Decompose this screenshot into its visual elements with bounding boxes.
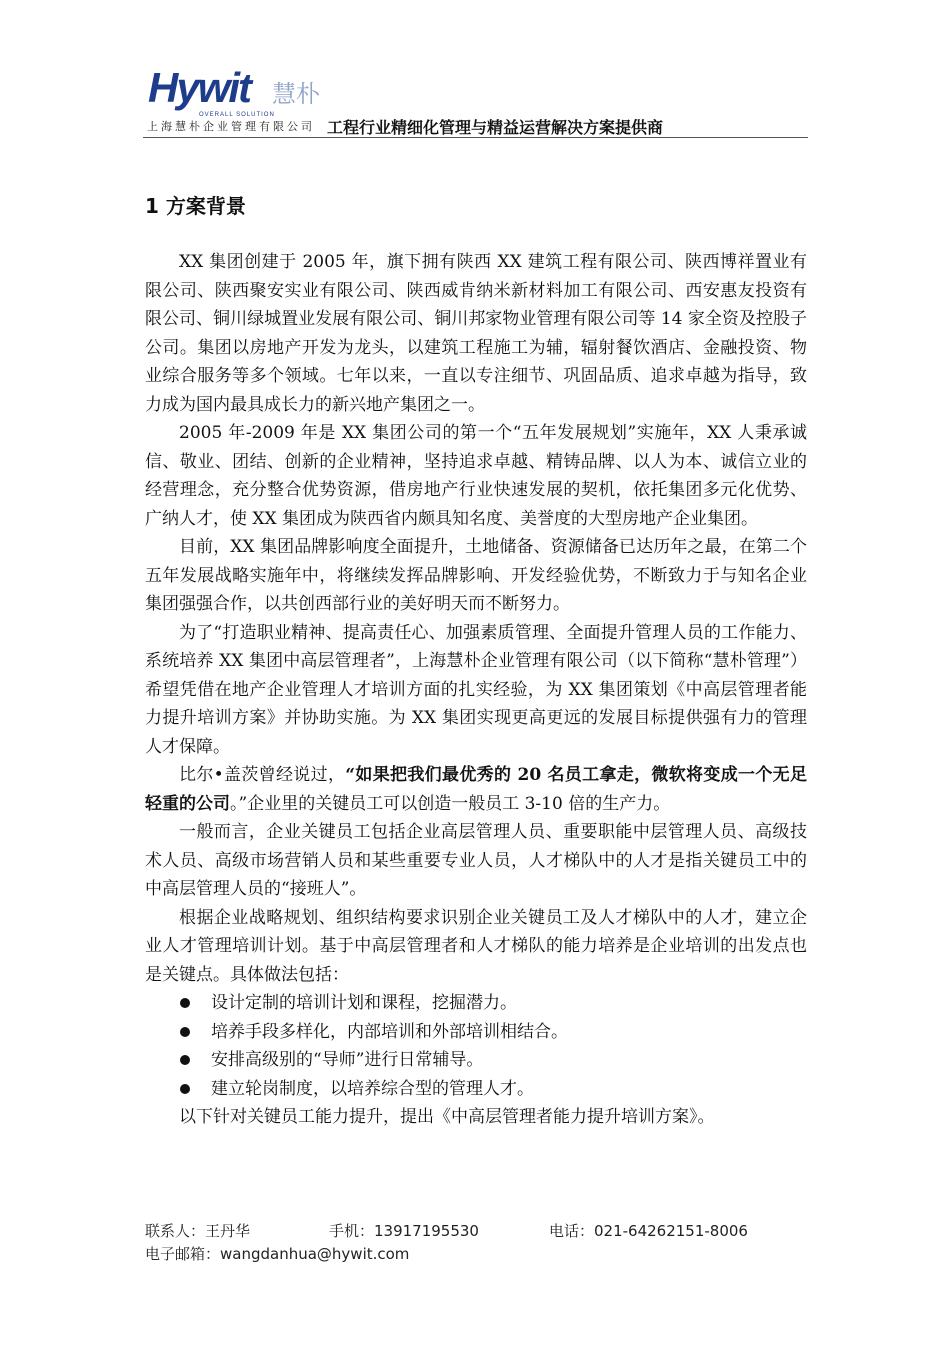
bullet-icon — [180, 1084, 190, 1094]
company-name: 上海慧朴企业管理有限公司 — [147, 120, 315, 133]
contact-person: 联系人：王丹华 — [145, 1222, 251, 1240]
header-divider — [143, 137, 808, 138]
email-address: 电子邮箱：wangdanhua@hywit.com — [145, 1245, 410, 1263]
logo-subtitle: OVERALL SOLUTION — [199, 112, 275, 118]
method-list — [145, 989, 807, 1103]
gates-quote: “如果把我们最优秀的 20 名员工拿走，微软将变成一个无足轻重的公司 — [145, 765, 807, 814]
list-item: 建立轮岗制度，以培养综合型的管理人才。 — [145, 1075, 807, 1104]
page-header — [143, 66, 808, 138]
paragraph-4: 为了“打造职业精神、提高责任心、加强素质管理、全面提升管理人员的工作能力、系统培养 XX 集团中高层管理者”，上海慧朴企业管理有限公司（以下简称“慧朴管理”）希望凭借在地产企业管理人才培训方面的扎实经验，为 XX 集团策划《中高层管理者能力提升培训方案》并协助实施。为 XX 集团实现更高更远的发展目标提供强有力的管理人才保障。 — [145, 622, 807, 757]
body-content — [145, 248, 807, 1132]
quote-followup: 。”企业里的关键员工可以创造一般员工 3-10 倍的生产力。 — [230, 793, 671, 814]
paragraph-3: 目前，XX 集团品牌影响度全面提升，土地储备、资源储备已达历年之最，在第二个五年发展战略实施年中，将继续发挥品牌影响、开发经验优势，不断致力于与知名企业集团强强合作，以共创西部行业的美好明天而不断努力。 — [145, 537, 807, 614]
paragraph-7: 根据企业战略规划、组织结构要求识别企业关键员工及人才梯队中的人才，建立企业人才管理培训计划。基于中高层管理者和人才梯队的能力培养是企业培训的出发点也是关键点。具体做法包括： — [145, 907, 807, 985]
logo-cn-mark: 慧朴 — [272, 80, 320, 108]
mobile-number: 手机：13917195530 — [329, 1222, 479, 1240]
paragraph-5 — [145, 761, 807, 818]
bullet-icon — [180, 1055, 190, 1065]
paragraph-6: 一般而言，企业关键员工包括企业高层管理人员、重要职能中层管理人员、高级技术人员、高级市场营销人员和某些重要专业人员，人才梯队中的人才是指关键员工中的中高层管理人员的“接班人”。 — [145, 822, 807, 899]
header-tagline: 工程行业精细化管理与精益运营解决方案提供商 — [327, 118, 664, 137]
quote-intro: 比尔•盖茨曾经说过， — [179, 765, 346, 785]
paragraph-1: XX 集团创建于 2005 年，旗下拥有陕西 XX 建筑工程有限公司、陕西博祥置业有限公司、陕西聚安实业有限公司、陕西威肯纳米新材料加工有限公司、西安惠友投资有限公司、铜川绿城置业发展有限公司、铜川邦家物业管理有限公司等 14 家全资及控股子公司。集团以房地产开发为龙头，以建筑工程施工为辅，辐射餐饮酒店、金融投资、物业综合服务等多个领域。七年以来，一直以专注细节、巩固品质、追求卓越为指导，致力成为国内最具成长力的新兴地产集团之一。 — [145, 252, 807, 415]
page-footer — [145, 1220, 810, 1266]
company-logo — [148, 66, 328, 118]
phone-number: 电话：021-64262151-8006 — [549, 1222, 748, 1240]
bullet-icon — [180, 998, 190, 1008]
section-title: 1 方案背景 — [145, 194, 246, 218]
paragraph-2: 2005 年-2009 年是 XX 集团公司的第一个“五年发展规划”实施年，XX 人秉承诚信、敬业、团结、创新的企业精神，坚持追求卓越、精铸品牌、以人为本、诚信立业的经营理念，充分整合优势资源，借房地产行业快速发展的契机，依托集团多元化优势、广纳人才，使 XX 集团成为陕西省内颇具知名度、美誉度的大型房地产企业集团。 — [145, 423, 807, 529]
list-item: 设计定制的培训计划和课程，挖掘潜力。 — [145, 989, 807, 1018]
paragraph-8: 以下针对关键员工能力提升，提出《中高层管理者能力提升培训方案》。 — [179, 1107, 715, 1127]
list-item: 安排高级别的“导师”进行日常辅导。 — [145, 1046, 807, 1075]
list-item: 培养手段多样化，内部培训和外部培训相结合。 — [145, 1018, 807, 1047]
logo-wordmark: Hywit — [148, 66, 251, 111]
bullet-icon — [180, 1027, 190, 1037]
